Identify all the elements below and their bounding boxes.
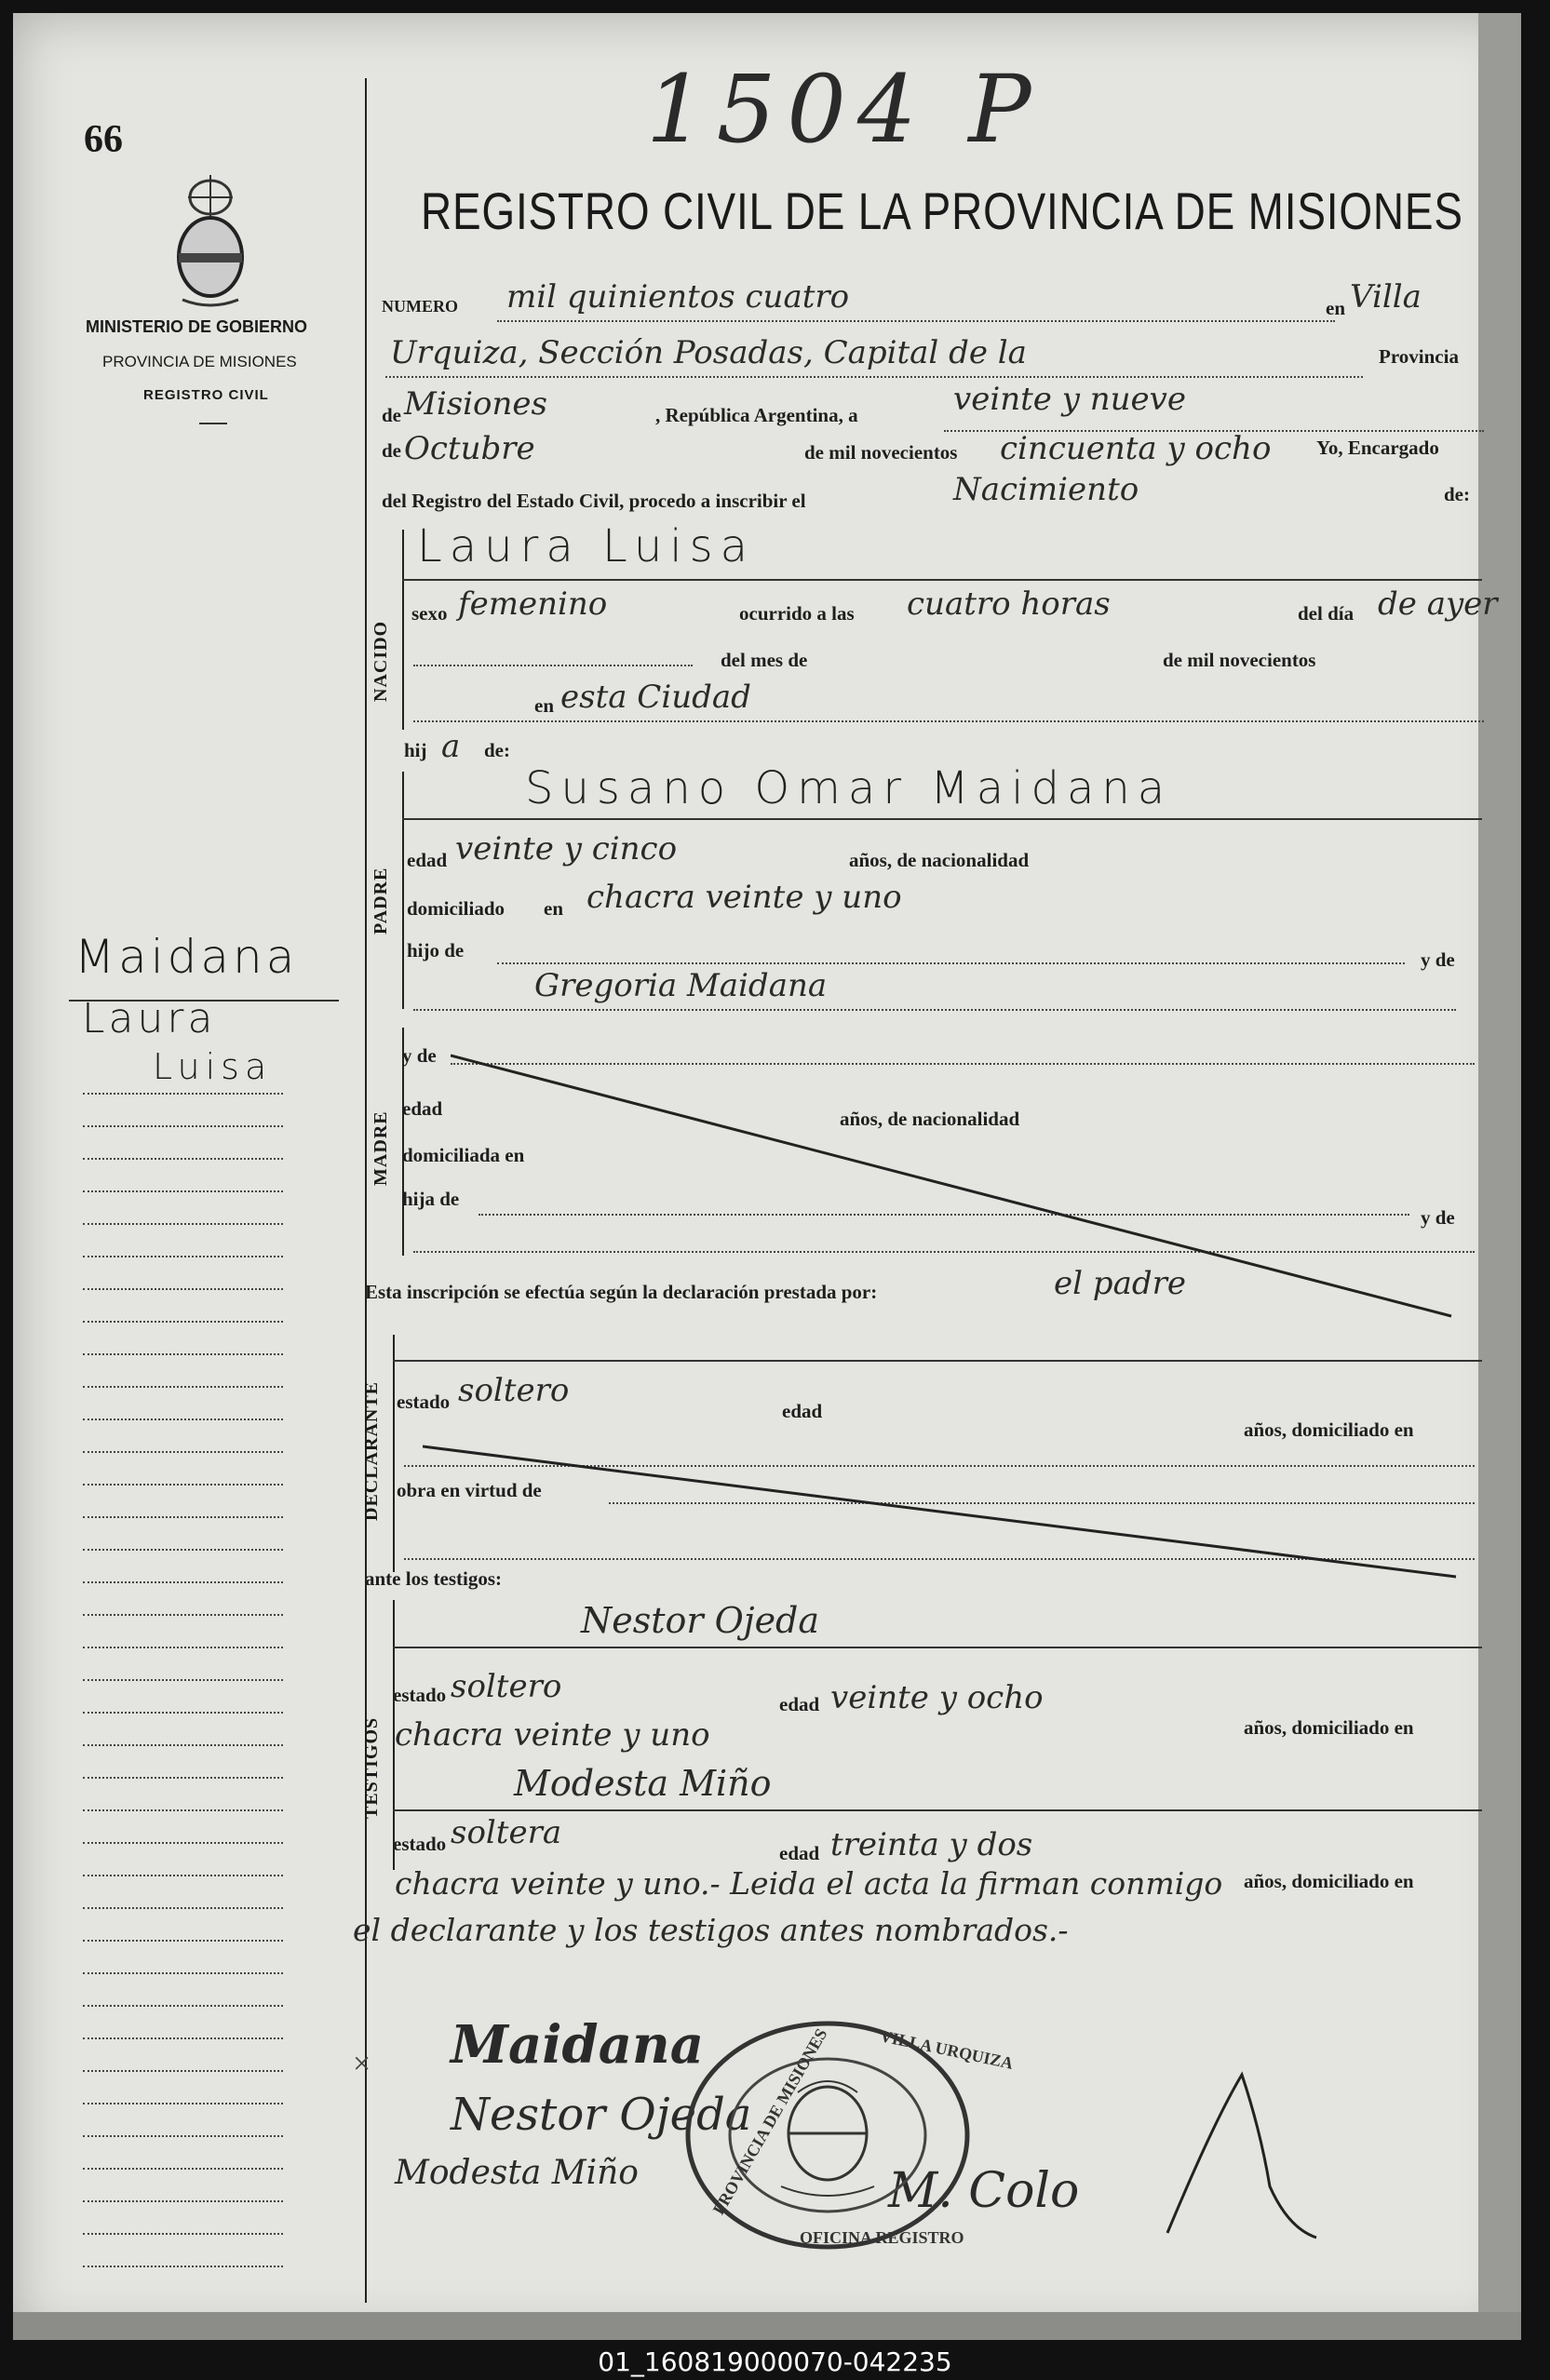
testigo1-estado-value: soltero [451, 1668, 562, 1705]
image-id-caption: 01_160819000070-042235 [598, 2346, 952, 2377]
index-line [83, 1842, 283, 1844]
numero-label: NUMERO [382, 297, 458, 316]
margin-rule [365, 78, 367, 2303]
index-line [83, 2200, 283, 2202]
index-line [83, 1614, 283, 1616]
testigos-ante-label: ante los testigos: [365, 1567, 502, 1590]
testigo2-edad-value: treinta y dos [830, 1826, 1033, 1863]
testigo2-anos-label: años, domiciliado en [1244, 1870, 1414, 1892]
declarante-strikeout [423, 1437, 1465, 1586]
index-line [83, 2168, 283, 2170]
padre-hijo-value: Gregoria Maidana [534, 967, 828, 1004]
de-label: de [382, 404, 401, 426]
seal-text-left: PROVINCIA DE MISIONES [708, 2024, 831, 2218]
index-line [83, 1777, 283, 1779]
index-line [83, 1451, 283, 1453]
testigos-section-label: TESTIGOS [361, 1716, 382, 1819]
index-line [83, 1321, 283, 1323]
margin-firstname: Laura [82, 995, 217, 1042]
index-line [83, 1125, 283, 1127]
mes-label: del mes de [721, 649, 808, 671]
de2-label: de [382, 439, 401, 462]
hij-label: hij [404, 739, 427, 761]
padre-hijo-label: hijo de [407, 939, 465, 961]
index-line [83, 1972, 283, 1974]
madre-y-de2: y de [1421, 1206, 1455, 1229]
province-value: Misiones [404, 385, 547, 423]
declaracion-label: Esta inscripción se efectúa según la declaración prestada por: [365, 1281, 878, 1303]
index-line [83, 1256, 283, 1257]
testigo1-edad-label: edad [779, 1693, 820, 1715]
signature-flourish [1158, 2065, 1326, 2252]
signature-encargado: M. Colo [888, 2163, 1080, 2219]
line [402, 818, 1482, 820]
index-line [83, 1223, 283, 1225]
day-value: veinte y nueve [953, 381, 1186, 418]
ministry-registry: REGISTRO CIVIL [143, 387, 269, 403]
testigo1-name: Nestor Ojeda [581, 1600, 820, 1641]
index-line [83, 2037, 283, 2039]
coat-of-arms-icon [164, 171, 257, 311]
book-bottom-edge [13, 2312, 1521, 2340]
line [385, 376, 1363, 378]
nacido-section-label: NACIDO [371, 620, 391, 702]
index-line [83, 2233, 283, 2235]
numero-value: mil quinientos cuatro [506, 278, 850, 316]
location-value: Urquiza, Sección Posadas, Capital de la [390, 334, 1027, 371]
ministry-province: PROVINCIA DE MISIONES [102, 353, 297, 370]
line [393, 1360, 1482, 1362]
signature-testigo1: Nestor Ojeda [451, 2089, 752, 2141]
hora-value: cuatro horas [907, 585, 1111, 623]
index-line [83, 1581, 283, 1583]
dia-label: del día [1298, 602, 1355, 625]
declarante-edad-label: edad [782, 1400, 823, 1422]
padre-edad-label: edad [407, 849, 448, 871]
padre-section-label: PADRE [371, 867, 391, 935]
testigo1-edad-value: veinte y ocho [830, 1679, 1044, 1716]
index-line [83, 1809, 283, 1811]
ocurrido-label: ocurrido a las [739, 602, 855, 625]
lugar-prefix: en [534, 694, 554, 717]
hij-de: de: [484, 739, 510, 761]
index-line [83, 1907, 283, 1909]
index-line [83, 1744, 283, 1746]
testigo1-anos-label: años, domiciliado en [1244, 1716, 1414, 1739]
index-line [83, 2103, 283, 2104]
sexo-label: sexo [411, 602, 448, 625]
page-number: 66 [84, 118, 123, 161]
madre-section-label: MADRE [371, 1110, 391, 1186]
acto-value: Nacimiento [953, 471, 1139, 508]
registro-label: del Registro del Estado Civil, procedo a inscribir el [382, 490, 806, 512]
madre-y-de: y de [402, 1044, 437, 1067]
rule [402, 530, 404, 730]
line [393, 1647, 1482, 1648]
line [497, 962, 1405, 964]
index-line [83, 1288, 283, 1290]
mil-label: de mil novecientos [1163, 649, 1316, 671]
line [413, 665, 693, 666]
madre-dom-label: domiciliada en [402, 1144, 525, 1166]
closing-text: el declarante y los testigos antes nombrados.- [353, 1912, 1069, 1948]
margin-middlename: Luisa [153, 1046, 273, 1087]
declarante-estado-label: estado [397, 1391, 451, 1413]
year-label: de mil novecientos [804, 441, 958, 464]
rule [402, 772, 404, 1009]
hij-value: a [441, 728, 461, 765]
en-value: Villa [1350, 278, 1422, 316]
index-line [83, 2266, 283, 2267]
line [402, 579, 1482, 581]
testigo1-dom-value: chacra veinte y uno [395, 1716, 710, 1754]
index-line [83, 1093, 283, 1095]
rule [393, 1335, 395, 1572]
lugar-value: esta Ciudad [560, 679, 751, 716]
index-line [83, 1647, 283, 1648]
margin-surname: Maidana [74, 930, 299, 984]
declarante-section-label: DECLARANTE [361, 1380, 382, 1521]
seal-text-top: VILLA URQUIZA [878, 2026, 1016, 2073]
ministry-title: MINISTERIO DE GOBIERNO [86, 317, 308, 336]
index-line [83, 2135, 283, 2137]
madre-nac-label: años, de nacionalidad [840, 1108, 1020, 1130]
testigo2-edad-label: edad [779, 1842, 820, 1864]
madre-edad-label: edad [402, 1097, 443, 1120]
testigo1-estado-label: estado [393, 1684, 447, 1706]
index-line [83, 1679, 283, 1681]
declarante-estado-value: soltero [458, 1372, 570, 1409]
index-line [83, 1516, 283, 1518]
document-page [13, 13, 1521, 2340]
line [413, 1009, 1456, 1011]
year-value: cincuenta y ocho [1000, 430, 1272, 467]
padre-dom-value: chacra veinte y uno [586, 879, 902, 916]
madre-hija-label: hija de [402, 1188, 460, 1210]
padre-name: Susano Omar Maidana [525, 762, 1173, 814]
line [497, 320, 1335, 322]
index-line [83, 1190, 283, 1192]
en-label: en [1326, 297, 1345, 319]
padre-edad-value: veinte y cinco [455, 830, 678, 867]
republica-label: , República Argentina, a [655, 404, 858, 426]
index-line [83, 2005, 283, 2007]
month-value: Octubre [404, 430, 535, 467]
ministry-divider [199, 423, 227, 424]
document-title: REGISTRO CIVIL DE LA PROVINCIA DE MISIONES [421, 182, 1463, 240]
signature-declarante: Maidana [451, 2014, 704, 2076]
padre-y-de: y de [1421, 948, 1455, 971]
book-edge [1478, 13, 1521, 2340]
index-line [83, 1484, 283, 1486]
record-number-handwritten: 1504 P [646, 55, 1043, 164]
index-line [83, 1712, 283, 1714]
dia-value: de ayer [1378, 585, 1498, 623]
index-line [83, 1940, 283, 1942]
de3-label: de: [1444, 483, 1470, 505]
nacido-name: Laura Luisa [417, 520, 756, 572]
provincia-label: Provincia [1379, 345, 1459, 368]
line [393, 1809, 1482, 1811]
line [413, 720, 1484, 722]
yo-label: Yo, Encargado [1316, 437, 1439, 459]
testigo2-name: Modesta Miño [514, 1763, 772, 1804]
index-line [83, 1158, 283, 1160]
padre-dom-label: domiciliado [407, 897, 505, 920]
testigo2-estado-value: soltera [451, 1814, 562, 1851]
testigo2-estado-label: estado [393, 1833, 447, 1855]
padre-nac-label: años, de nacionalidad [849, 849, 1030, 871]
index-line [83, 1419, 283, 1420]
seal-text-bottom: OFICINA REGISTRO [800, 2228, 964, 2247]
declaracion-value: el padre [1054, 1265, 1186, 1302]
padre-dom-en: en [544, 897, 563, 920]
index-line [83, 1875, 283, 1876]
testigo2-dom-value: chacra veinte y uno.- Leida el acta la firman conmigo [395, 1865, 1223, 1902]
signature-testigo2: Modesta Miño [395, 2154, 639, 2192]
index-line [83, 2070, 283, 2072]
sexo-value: femenino [458, 585, 608, 623]
declarante-anos-label: años, domiciliado en [1244, 1419, 1414, 1441]
index-line [83, 1353, 283, 1355]
cross-mark-icon: × [353, 2047, 371, 2081]
index-line [83, 1386, 283, 1388]
index-line [83, 1549, 283, 1551]
declarante-obra-label: obra en virtud de [397, 1479, 542, 1501]
